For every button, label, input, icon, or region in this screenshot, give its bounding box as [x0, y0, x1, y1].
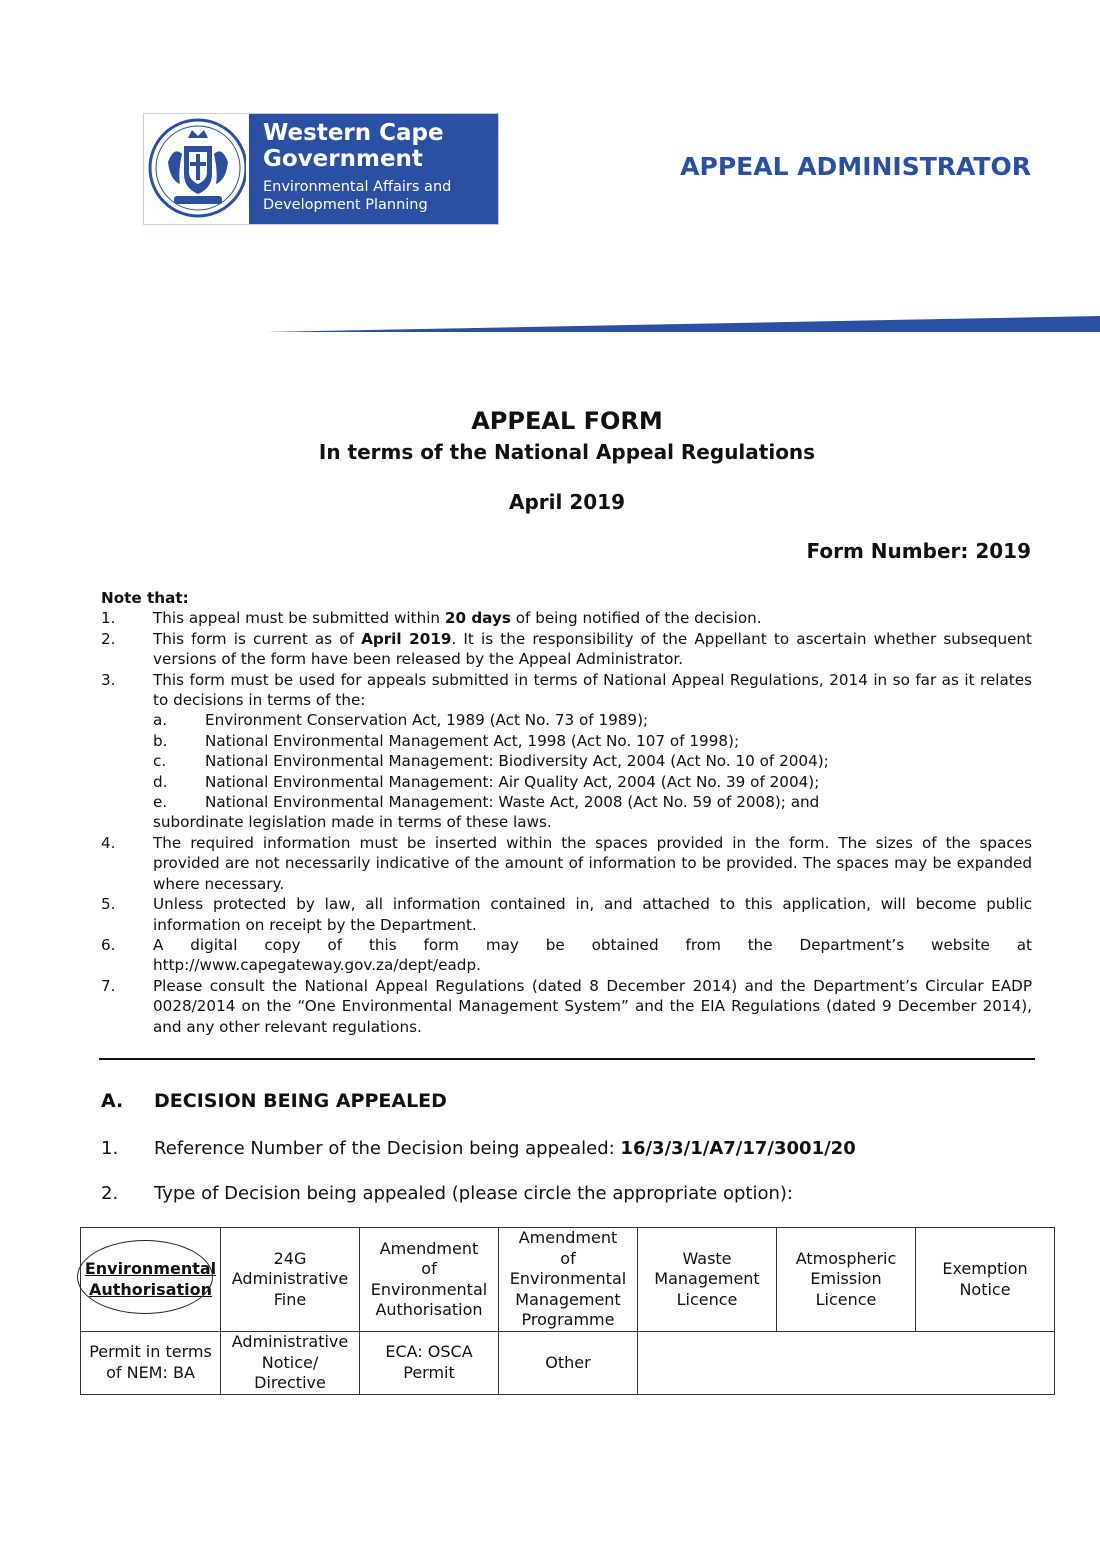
option-line: Waste — [682, 1248, 732, 1268]
option-atmospheric-emission-licence[interactable] — [777, 1228, 916, 1332]
option-line: Directive — [254, 1373, 326, 1392]
option-line: Administrative — [231, 1332, 349, 1351]
section-divider — [99, 1058, 1035, 1060]
option-waste-management-licence[interactable] — [638, 1228, 777, 1332]
option-24g-administrative-fine[interactable] — [221, 1228, 360, 1332]
empty-cell — [638, 1332, 1055, 1395]
option-line: Environmental — [370, 1279, 488, 1299]
option-line: Administrative — [231, 1269, 349, 1289]
subitem-letter: a. — [153, 711, 168, 730]
subitem-letter: b. — [153, 731, 168, 750]
note-number: 5. — [101, 895, 116, 914]
note-number: 2. — [101, 629, 116, 648]
note-item — [101, 935, 1032, 976]
note-number: 1. — [101, 609, 116, 628]
option-line: Amendment — [518, 1228, 618, 1248]
option-line: Management — [654, 1269, 760, 1289]
note-item — [101, 894, 1032, 935]
option-line: Environmental — [509, 1269, 627, 1289]
header-divider — [265, 313, 1100, 335]
logo-line2: Government — [263, 146, 423, 172]
section-a-heading — [101, 1090, 447, 1112]
note-item — [101, 833, 1032, 894]
option-other[interactable] — [499, 1332, 638, 1395]
note-item — [101, 976, 1032, 1037]
option-line: Authorisation — [88, 1279, 212, 1299]
option-amendment-of-emp[interactable] — [499, 1228, 638, 1332]
option-line: Permit in terms — [89, 1342, 212, 1362]
option-permit-nem-ba[interactable] — [81, 1332, 221, 1395]
note-item — [101, 608, 1032, 628]
option-amendment-of-ea[interactable] — [360, 1228, 499, 1332]
subitem-text: National Environmental Management: Air Quality Act, 2004 (Act No. 39 of 2004); — [205, 772, 820, 791]
note-text: A digital copy of this form may be obtained from the Department’s website at http://www.capegateway.gov.za/dept/eadp. — [153, 935, 1032, 975]
notes-section — [101, 588, 1032, 1037]
question-number: 2. — [101, 1183, 119, 1204]
option-line: Permit — [403, 1362, 455, 1382]
appeal-administrator-heading: APPEAL ADMINISTRATOR — [680, 152, 1031, 181]
option-line: Amendment — [379, 1238, 479, 1258]
option-line: Authorisation — [375, 1300, 483, 1319]
table-row — [81, 1228, 1055, 1332]
option-line: Management — [515, 1289, 621, 1309]
option-administrative-notice[interactable] — [221, 1332, 360, 1395]
subitem-letter: c. — [153, 752, 167, 771]
note-text: This form must be used for appeals submitted in terms of National Appeal Regulations, 2014 in so far as it relates to decisions in terms of the: — [153, 670, 1032, 710]
option-line: of — [560, 1248, 576, 1268]
note-text: This form is current as of — [153, 629, 362, 648]
note-text: This appeal must be submitted within — [153, 609, 445, 628]
decision-type-table — [80, 1227, 1055, 1395]
option-line: Programme — [521, 1310, 615, 1330]
note-item — [101, 629, 1032, 670]
section-letter: A. — [101, 1090, 124, 1112]
subitem-text: National Environmental Management: Biodiversity Act, 2004 (Act No. 10 of 2004); — [205, 752, 829, 771]
reference-number-question — [101, 1138, 856, 1159]
option-line: Licence — [676, 1289, 738, 1309]
option-line: Notice — [959, 1279, 1011, 1299]
note-subitem — [153, 751, 1032, 771]
note-text: . It is the responsibility of the Appellant to ascertain whether subsequent versions of the form have been released by the Appeal Administrator. — [153, 629, 1032, 669]
subitem-text: Environment Conservation Act, 1989 (Act No. 73 of 1989); — [205, 711, 649, 730]
subitem-text: National Environmental Management Act, 1998 (Act No. 107 of 1998); — [205, 731, 740, 750]
option-line: Fine — [273, 1289, 307, 1309]
coat-of-arms-icon — [146, 116, 246, 220]
subitem-letter: d. — [153, 772, 168, 791]
form-date: April 2019 — [509, 490, 625, 514]
option-line: Environmental — [84, 1259, 217, 1278]
logo-line4: Development Planning — [263, 197, 428, 213]
option-line: ECA: OSCA — [385, 1342, 473, 1362]
subitem-footer: subordinate legislation made in terms of these laws. — [153, 813, 552, 832]
option-environmental-authorisation[interactable] — [81, 1228, 221, 1332]
note-number: 4. — [101, 833, 116, 852]
option-line: Other — [545, 1352, 591, 1372]
option-line: Exemption — [942, 1259, 1028, 1278]
logo-subtitle — [263, 178, 451, 214]
option-line: Notice/ — [261, 1352, 319, 1372]
table-row — [81, 1332, 1055, 1395]
question-label: Reference Number of the Decision being appealed: — [154, 1138, 621, 1159]
option-line: Emission — [810, 1269, 882, 1289]
note-bold: April 2019 — [361, 629, 452, 648]
reference-number-value: 16/3/3/1/A7/17/3001/20 — [620, 1138, 856, 1159]
note-text: Please consult the National Appeal Regulations (dated 8 December 2014) and the Department’s Circular EADP 0028/2014 on the “One Environmental Management System” and the EIA Regulations (dated 9 December 2014), and any other relevant regulations. — [153, 976, 1032, 1036]
selection-circle — [77, 1240, 213, 1314]
note-subitem — [153, 792, 1032, 812]
note-number: 7. — [101, 976, 116, 995]
note-text: of being notified of the decision. — [510, 609, 762, 628]
note-subitem — [153, 772, 1032, 792]
form-number: Form Number: 2019 — [806, 539, 1031, 563]
option-eca-osca-permit[interactable] — [360, 1332, 499, 1395]
section-title: DECISION BEING APPEALED — [154, 1090, 447, 1112]
notes-heading: Note that: — [101, 589, 189, 607]
option-line: of — [421, 1259, 437, 1278]
logo-title — [263, 120, 444, 172]
form-title: APPEAL FORM — [471, 407, 663, 435]
logo-text-panel — [249, 114, 498, 224]
option-line: Licence — [815, 1289, 877, 1309]
logo-line3: Environmental Affairs and — [263, 179, 452, 195]
note-text: The required information must be inserted within the spaces provided in the form. The sizes of the spaces provided are not necessarily indicative of the amount of information to be provided. The spaces may be expanded where necessary. — [153, 833, 1032, 893]
note-subitem — [153, 731, 1032, 751]
form-subtitle: In terms of the National Appeal Regulations — [318, 440, 816, 464]
note-number: 3. — [101, 670, 116, 689]
subitem-letter: e. — [153, 793, 168, 812]
logo-line1: Western Cape — [263, 120, 444, 146]
question-number: 1. — [101, 1138, 119, 1159]
question-label: Type of Decision being appealed (please circle the appropriate option): — [154, 1183, 793, 1204]
option-exemption-notice[interactable] — [916, 1228, 1055, 1332]
option-line: of NEM: BA — [106, 1362, 195, 1382]
note-subitem — [153, 710, 1032, 730]
decision-type-question — [101, 1183, 793, 1204]
note-bold: 20 days — [444, 609, 511, 628]
note-text: Unless protected by law, all information contained in, and attached to this application, will become public information on receipt by the Department. — [153, 895, 1032, 934]
option-line: 24G — [273, 1248, 307, 1268]
subitem-text: National Environmental Management: Waste Act, 2008 (Act No. 59 of 2008); and — [205, 793, 820, 812]
western-cape-logo — [143, 113, 499, 225]
note-number: 6. — [101, 935, 116, 954]
note-item — [101, 670, 1032, 833]
option-line: Atmospheric — [795, 1248, 897, 1268]
